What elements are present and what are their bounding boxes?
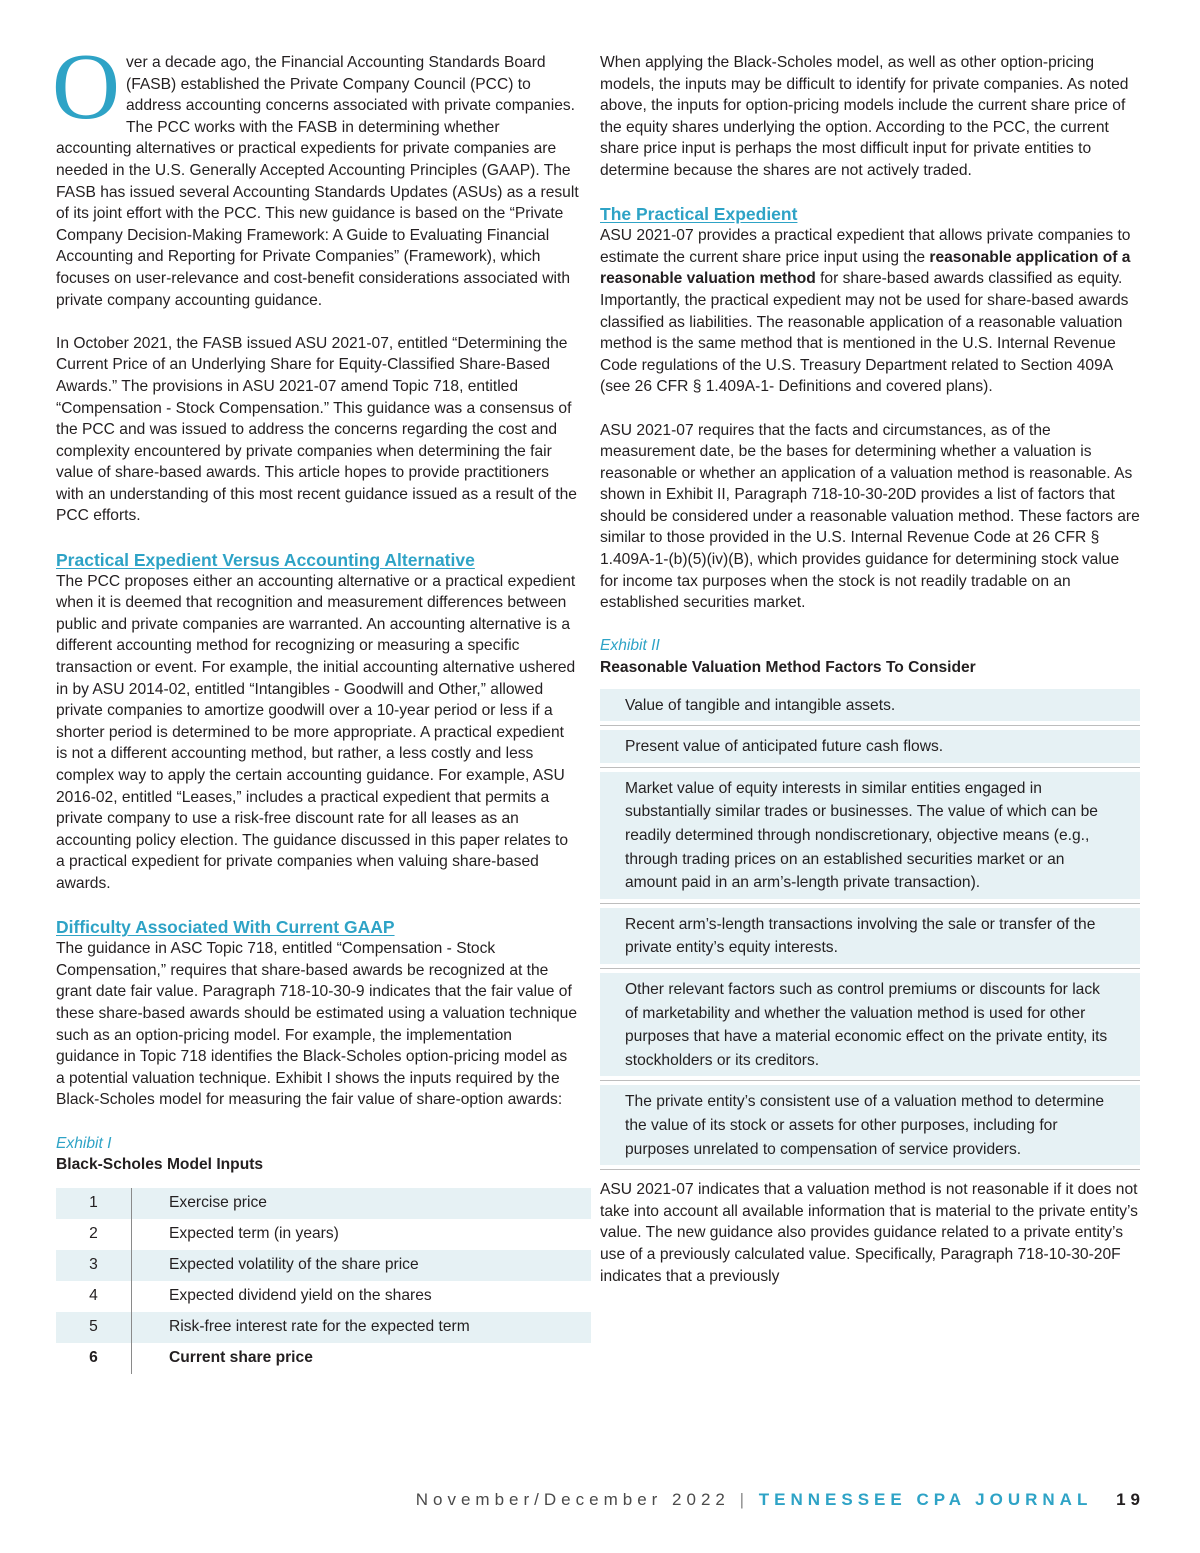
section-text-practical-expedient (600, 225, 1140, 398)
black-scholes-table (56, 1188, 591, 1374)
row-number: 5 (56, 1312, 132, 1343)
table-row (56, 1188, 591, 1219)
right-column (600, 52, 1140, 1287)
paragraph-facts-circumstances: ASU 2021-07 requires that the facts and circumstances, as of the measurement date, be the bases for determining whether a valuation is reasonable or whether an application of a valuation method is reasonable. As shown in Exhibit II, Paragraph 718-10-30-20D provides a list of factors that should be considered under a reasonable valuation method. These factors are similar to those provided in the U.S. Internal Revenue Code at 26 CFR § 1.409A-1-(b)(5)(iv)(B), which provides guidance for determining stock value for income tax purposes when the stock is not readily tradable on an established securities market. (600, 421, 1140, 612)
drop-cap: O (52, 35, 120, 139)
footer-separator: | (739, 1490, 750, 1509)
left-column (52, 35, 579, 1374)
section-heading-difficulty-gaap: Difficulty Associated With Current GAAP (56, 917, 395, 938)
list-item: Value of tangible and intangible assets. (600, 689, 1140, 722)
text-segment: ASU 2021-07 provides a practical expedient that allows private companies to estimate the current share price input using the (600, 227, 1131, 266)
table-row (56, 1343, 591, 1374)
table-row (56, 1312, 591, 1343)
row-text: Risk-free interest rate for the expected term (132, 1312, 592, 1343)
list-item: Present value of anticipated future cash flows. (600, 730, 1140, 763)
exhibit-1-label: Exhibit I (56, 1134, 112, 1152)
list-item: Other relevant factors such as control premiums or discounts for lack of marketability and whether the valuation method is used for other purposes that have a material economic effect on the private entity, its stockholders or its creditors. (600, 973, 1140, 1076)
paragraph-black-scholes-inputs: When applying the Black-Scholes model, as well as other option-pricing models, the inputs may be difficult to identify for private companies. As noted above, the inputs for option-pricing models include the current share price of the equity shares underlying the option. According to the PCC, the current share price input is perhaps the most difficult input for private entities to determine because the shares are not actively traded. (600, 54, 1129, 179)
row-number: 4 (56, 1281, 132, 1312)
exhibit-1-title: Black-Scholes Model Inputs (56, 1156, 264, 1174)
section-heading-practical-vs-alternative: Practical Expedient Versus Accounting Alternative (56, 549, 475, 570)
intro-paragraph (52, 35, 579, 311)
row-number: 1 (56, 1188, 132, 1219)
list-item: Recent arm’s-length transactions involving the sale or transfer of the private entity’s equity interests. (600, 908, 1140, 964)
paragraph-not-reasonable: ASU 2021-07 indicates that a valuation method is not reasonable if it does not take into account all available information that is material to the private entity’s value. The new guidance also provides guidance related to a private entity’s use of a previously calculated value. Specifically, Paragraph 718-10-30-20F indicates that a previously (600, 1181, 1138, 1285)
page-number: 19 (1116, 1490, 1145, 1509)
text-segment: for share-based awards classified as equity. Importantly, the practical expedient may not be used for share-based awards classified as liabilities. The reasonable application of a reasonable valuation method is the same method that is mentioned in the U.S. Internal Revenue Code regulations of the U.S. Treasury Department related to Section 409A (see 26 CFR § 1.409A-1- Definitions and covered plans). (600, 270, 1129, 396)
paragraph-asu-2021-07: In October 2021, the FASB issued ASU 2021-07, entitled “Determining the Current Price of an Underlying Share for Equity-Classified Share-Based Awards.” The provisions in ASU 2021-07 amend Topic 718, entitled “Compensation - Stock Compensation.” This guidance was a consensus of the PCC and was issued to address the concerns regarding the cost and complexity encountered by private companies when determining the fair value of share-based awards. This article hopes to provide practitioners with an understanding of this most recent guidance issued as a result of the PCC efforts. (56, 334, 577, 525)
row-number: 2 (56, 1219, 132, 1250)
row-text: Current share price (169, 1349, 313, 1367)
exhibit-2-label: Exhibit II (600, 637, 660, 655)
table-row (56, 1281, 591, 1312)
row-text: Expected volatility of the share price (132, 1250, 592, 1281)
section-text-difficulty-gaap: The guidance in ASC Topic 718, entitled “Compensation - Stock Compensation,” requires that share-based awards be recognized at the grant date fair value. Paragraph 718-10-30-9 indicates that the fair value of these share-based awards should be estimated using a valuation technique such as an option-pricing model. For example, the implementation guidance in Topic 718 identifies the Black-Scholes option-pricing model as a potential valuation technique. Exhibit I shows the inputs required by the Black-Scholes model for measuring the fair value of share-option awards: (56, 940, 577, 1109)
list-item: Market value of equity interests in similar entities engaged in substantially similar trades or businesses. The value of which can be readily determined through nondiscretionary, objective means (e.g., through trading prices on an established securities market or an amount paid in an arm’s-length private transaction). (600, 772, 1140, 899)
table-row (56, 1219, 591, 1250)
intro-text: ver a decade ago, the Financial Accounting Standards Board (FASB) established the Private Company Council (PCC) to address accounting concerns associated with private companies. The PCC works with the FASB in determining whether accounting alternatives or practical expedients for private companies are needed in the U.S. Generally Accepted Accounting Principles (GAAP). The FASB has issued several Accounting Standards Updates (ASUs) as a result of its joint effort with the PCC. This new guidance is based on the “Private Company Decision-Making Framework: A Guide to Evaluating Financial Accounting and Reporting for Private Companies” (Framework), which focuses on user-relevance and cost-benefit considerations associated with private company accounting guidance. (56, 54, 579, 309)
valuation-factors-list (600, 689, 1140, 1166)
row-number: 6 (56, 1343, 132, 1374)
row-text: Exercise price (132, 1188, 592, 1219)
journal-name: TENNESSEE CPA JOURNAL (758, 1490, 1093, 1509)
page-footer (0, 1490, 1145, 1510)
section-text-practical-vs-alternative: The PCC proposes either an accounting alternative or a practical expedient when it is deemed that recognition and measurement differences between public and private companies are warranted. An accounting alternative is a different accounting method for recognizing or measuring a specific transaction or event. For example, the initial accounting alternative ushered in by ASU 2014-02, entitled “Intangibles - Goodwill and Other,” allowed private companies to amortize goodwill over a 10-year period or less if a shorter period is determined to be more appropriate. A practical expedient is not a different accounting method, but rather, a less costly and less complex way to apply the certain accounting guidance. For example, ASU 2016-02, entitled “Leases,” includes a practical expedient that permits a private company to use a risk-free discount rate for all leases as an accounting policy election. The guidance discussed in this paper relates to a practical expedient for private companies when valuing share-based awards. (56, 572, 576, 892)
table-row (56, 1250, 591, 1281)
section-heading-practical-expedient: The Practical Expedient (600, 204, 798, 225)
list-item: The private entity’s consistent use of a valuation method to determine the value of its stock or assets for other purposes, including for purposes unrelated to compensation of service providers. (600, 1085, 1140, 1165)
row-text: Expected term (in years) (169, 1225, 339, 1243)
row-number: 3 (56, 1250, 132, 1281)
bold-phrase: reasonable application of a reasonable valuation method (600, 248, 1131, 288)
issue-date: November/December 2022 (415, 1490, 730, 1509)
exhibit-2-title: Reasonable Valuation Method Factors To Consider (600, 659, 976, 677)
row-text: Expected dividend yield on the shares (169, 1287, 432, 1305)
